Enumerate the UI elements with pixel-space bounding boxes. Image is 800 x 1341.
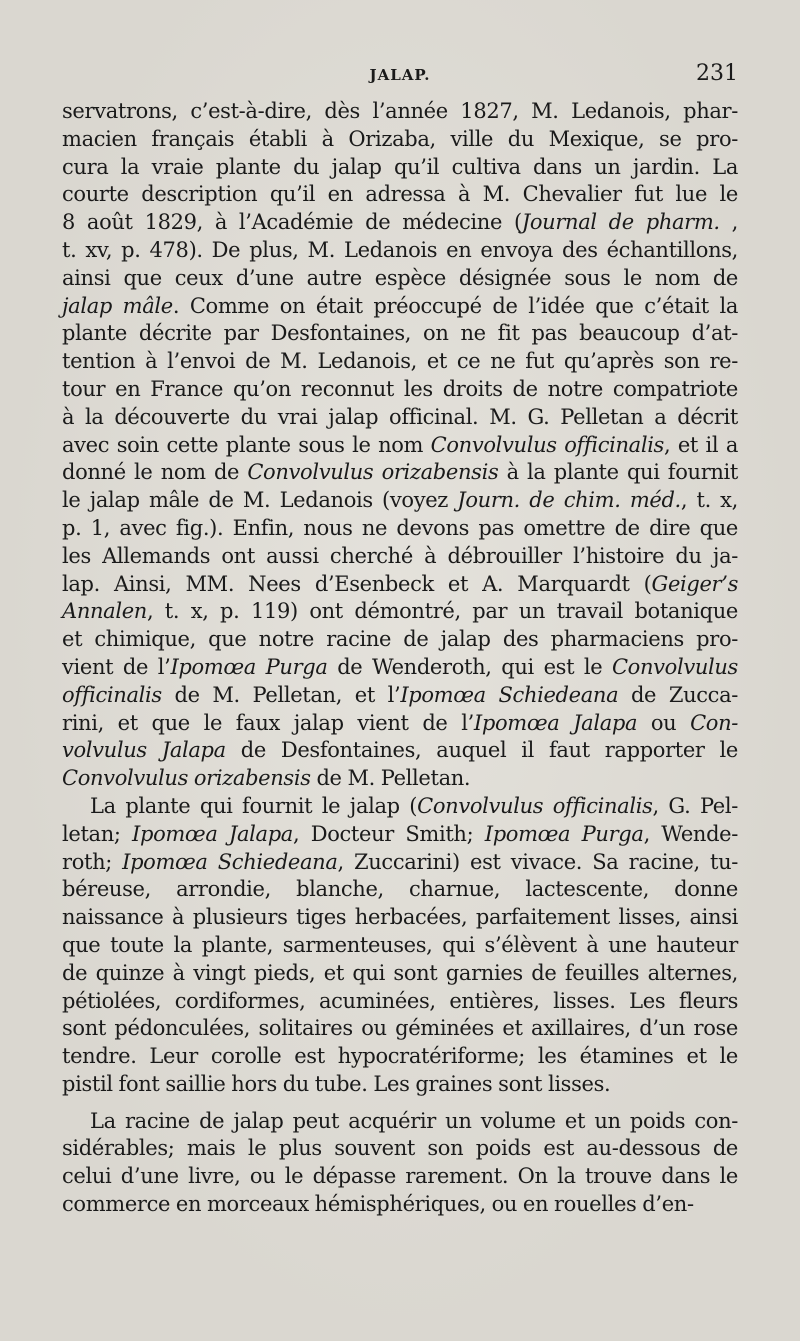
italic-text: Convolvulus bbox=[611, 654, 738, 679]
text-run: lap. Ainsi, MM. Nees d’Esenbeck et A. Marquardt ( bbox=[62, 571, 652, 596]
text-line bbox=[62, 376, 738, 404]
text-run: , Wende- bbox=[643, 821, 739, 846]
text-line bbox=[62, 682, 738, 710]
text-line bbox=[62, 1043, 738, 1071]
text-run: de Desfontaines, auquel il faut rapporter le bbox=[225, 738, 738, 763]
running-title: JALAP. bbox=[369, 66, 431, 84]
paragraph bbox=[62, 793, 738, 1099]
italic-text: Ipomœa Purga bbox=[484, 821, 644, 846]
text-run: avec soin cette plante sous le nom bbox=[62, 432, 431, 457]
text-run: le jalap mâle de M. Ledanois (voyez bbox=[62, 488, 458, 513]
italic-text: Convolvulus orizabensis bbox=[247, 460, 499, 485]
text-run: t. xv, p. 478). De plus, M. Ledanois en envoya des échantillons, bbox=[62, 237, 738, 262]
text-run: sidérables; mais le plus souvent son poids est au-dessous de bbox=[62, 1136, 738, 1161]
text-run: sont pédonculées, solitaires ou géminées et axillaires, d’un rose bbox=[62, 1016, 738, 1041]
italic-text: officinalis bbox=[62, 682, 162, 707]
text-line bbox=[62, 459, 738, 487]
text-run: cura la vraie plante du jalap qu’il cultiva dans un jardin. La bbox=[62, 154, 738, 179]
text-run: La racine de jalap peut acquérir un volume et un poids con- bbox=[90, 1108, 738, 1133]
text-line bbox=[62, 1191, 738, 1219]
text-line bbox=[62, 654, 738, 682]
italic-text: Convolvulus officinalis bbox=[430, 432, 664, 457]
italic-text: Convolvulus officinalis bbox=[417, 793, 653, 818]
italic-text: Journ. de chim. méd. bbox=[457, 488, 681, 513]
body-text bbox=[62, 98, 738, 1219]
text-line bbox=[62, 1163, 738, 1191]
text-run: , et il a bbox=[664, 432, 738, 457]
text-line bbox=[62, 320, 738, 348]
italic-text: Convolvulus orizabensis bbox=[62, 766, 311, 791]
italic-text: Geiger’s bbox=[651, 571, 738, 596]
text-run: roth; bbox=[62, 849, 123, 874]
text-run: tendre. Leur corolle est hypocratériforme; les étamines et le bbox=[62, 1044, 738, 1069]
italic-text: Con- bbox=[690, 710, 738, 735]
italic-text: Ipomœa Schiedeana bbox=[122, 849, 338, 874]
text-run: ou bbox=[637, 710, 691, 735]
text-run: La plante qui fournit le jalap ( bbox=[90, 793, 418, 818]
text-line bbox=[62, 348, 738, 376]
text-run: ainsi que ceux d’une autre espèce désignée sous le nom de bbox=[62, 265, 738, 290]
text-run: que toute la plante, sarmenteuses, qui s’élèvent à une hauteur bbox=[62, 932, 738, 957]
text-run: de Wenderoth, qui est le bbox=[327, 654, 612, 679]
text-line bbox=[62, 626, 738, 654]
text-run: , t. x, p. 119) ont démontré, par un travail botanique bbox=[146, 599, 738, 624]
paragraph bbox=[62, 98, 738, 793]
italic-text: Ipomœa Purga bbox=[170, 654, 328, 679]
text-run: pétiolées, cordiformes, acuminées, entières, lisses. Les fleurs bbox=[62, 988, 738, 1013]
text-run: de quinze à vingt pieds, et qui sont garnies de feuilles alternes, bbox=[62, 960, 738, 985]
text-line bbox=[62, 154, 738, 182]
text-line bbox=[62, 432, 738, 460]
page-header bbox=[62, 61, 738, 94]
text-line bbox=[62, 126, 738, 154]
text-run: macien français établi à Orizaba, ville du Mexique, se pro- bbox=[62, 126, 738, 151]
text-run: pistil font saillie hors du tube. Les graines sont lisses. bbox=[62, 1071, 611, 1096]
text-line bbox=[62, 988, 738, 1016]
text-run: donné le nom de bbox=[62, 460, 248, 485]
text-run: p. 1, avec fig.). Enfin, nous ne devons pas omettre de dire que bbox=[62, 515, 738, 540]
text-run: servatrons, c’est-à-dire, dès l’année 1827, M. Ledanois, phar- bbox=[62, 99, 738, 123]
text-run: , t. x, bbox=[680, 488, 738, 513]
text-line bbox=[62, 181, 738, 209]
text-run: celui d’une livre, ou le dépasse rarement. On la trouve dans le bbox=[62, 1164, 738, 1189]
text-run: courte description qu’il en adressa à M. Chevalier fut lue le bbox=[62, 182, 738, 207]
text-line bbox=[62, 904, 738, 932]
text-line bbox=[62, 960, 738, 988]
text-line bbox=[62, 543, 738, 571]
text-line bbox=[62, 765, 738, 793]
text-run: à la plante qui fournit bbox=[498, 460, 739, 485]
page-number: 231 bbox=[696, 61, 738, 86]
text-line bbox=[62, 737, 738, 765]
text-line bbox=[62, 404, 738, 432]
text-run: tention à l’envoi de M. Ledanois, et ce ne fut qu’après son re- bbox=[62, 349, 738, 374]
text-run: les Allemands ont aussi cherché à débrouiller l’histoire du ja- bbox=[62, 543, 738, 568]
text-line bbox=[62, 98, 738, 126]
paragraph bbox=[62, 1108, 738, 1219]
text-run: à la découverte du vrai jalap officinal. M. G. Pelletan a décrit bbox=[62, 404, 738, 429]
text-line bbox=[62, 237, 738, 265]
text-line bbox=[62, 265, 738, 293]
italic-text: Ipomœa Jalapa bbox=[132, 821, 293, 846]
text-run: , G. Pel- bbox=[652, 793, 738, 818]
text-line bbox=[62, 1071, 738, 1099]
italic-text: Ipomœa Jalapa bbox=[473, 710, 638, 735]
italic-text: Journal de pharm. bbox=[521, 210, 720, 235]
text-line bbox=[62, 571, 738, 599]
text-line bbox=[62, 821, 738, 849]
text-line bbox=[62, 876, 738, 904]
text-run: , Zuccarini) est vivace. Sa racine, tu- bbox=[337, 849, 738, 874]
italic-text: volvulus Jalapa bbox=[62, 738, 226, 763]
text-run: vient de l’ bbox=[62, 654, 171, 679]
text-run: naissance à plusieurs tiges herbacées, parfaitement lisses, ainsi bbox=[62, 905, 738, 930]
text-run: , Docteur Smith; bbox=[292, 821, 485, 846]
paragraph-gap bbox=[62, 1099, 738, 1108]
text-line bbox=[62, 849, 738, 877]
text-run: de Zucca- bbox=[618, 682, 738, 707]
text-line bbox=[62, 515, 738, 543]
text-line bbox=[62, 209, 738, 237]
text-run: rini, et que le faux jalap vient de l’ bbox=[62, 710, 474, 735]
text-line bbox=[62, 1135, 738, 1163]
text-line bbox=[62, 793, 738, 821]
italic-text: jalap mâle bbox=[62, 293, 173, 318]
text-run: letan; bbox=[62, 821, 133, 846]
text-run: commerce en morceaux hémisphériques, ou en rouelles d’en- bbox=[62, 1192, 694, 1217]
text-run: . Comme on était préoccupé de l’idée que c’était la bbox=[172, 293, 738, 318]
italic-text: Ipomœa Schiedeana bbox=[400, 682, 619, 707]
text-line bbox=[62, 932, 738, 960]
text-run: béreuse, arrondie, blanche, charnue, lactescente, donne bbox=[62, 877, 738, 902]
text-run: 8 août 1829, à l’Académie de médecine ( bbox=[62, 210, 522, 235]
text-line bbox=[62, 1015, 738, 1043]
text-line bbox=[62, 293, 738, 321]
text-line bbox=[62, 598, 738, 626]
text-line bbox=[62, 487, 738, 515]
text-run: plante décrite par Desfontaines, on ne fit pas beaucoup d’at- bbox=[62, 321, 738, 346]
text-run: de M. Pelletan, et l’ bbox=[161, 682, 401, 707]
text-line bbox=[62, 1108, 738, 1136]
text-run: tour en France qu’on reconnut les droits de notre compatriote bbox=[62, 376, 738, 401]
text-line bbox=[62, 710, 738, 738]
text-run: de M. Pelletan. bbox=[310, 766, 471, 791]
text-run: et chimique, que notre racine de jalap des pharmaciens pro- bbox=[62, 627, 738, 652]
italic-text: Annalen bbox=[62, 599, 147, 624]
text-run: , bbox=[719, 210, 738, 235]
